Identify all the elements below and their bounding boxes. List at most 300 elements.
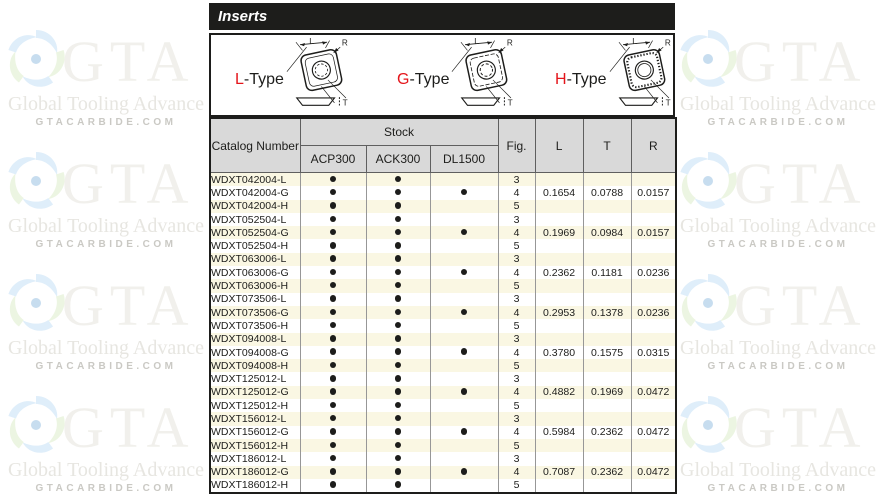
- dim-label-t: T: [508, 98, 514, 108]
- stock-ack300-cell: [366, 372, 430, 385]
- stock-acp300-cell: [300, 359, 366, 372]
- stock-ack300-cell: [366, 173, 430, 187]
- fig-cell: 4: [498, 266, 535, 279]
- catalog-number-cell: WDXT094008-H: [210, 359, 300, 372]
- dim-l-cell: [535, 399, 583, 412]
- dim-label-l: L: [309, 36, 314, 46]
- g-type-suffix: -Type: [409, 71, 450, 88]
- stock-ack300-cell: [366, 186, 430, 199]
- dim-l-cell: [535, 452, 583, 465]
- dim-l-cell: [535, 213, 583, 226]
- stock-dot: [330, 269, 337, 276]
- dim-t-cell: [583, 439, 631, 452]
- watermark-tagline: Global Tooling Advance: [8, 93, 204, 115]
- dim-r-cell: [631, 333, 676, 346]
- watermark-gta-text: GTA: [734, 395, 867, 460]
- table-row: [210, 452, 676, 465]
- watermark-tagline: Global Tooling Advance: [8, 337, 204, 359]
- watermark-gta-text: GTA: [62, 151, 195, 216]
- stock-ack300-cell: [366, 386, 430, 399]
- stock-dot: [330, 428, 337, 435]
- dim-t-cell: [583, 479, 631, 493]
- stock-acp300-cell: [300, 306, 366, 319]
- gta-watermark: [0, 269, 212, 381]
- dim-t-cell: [583, 239, 631, 252]
- dim-t-cell: [583, 412, 631, 425]
- stock-acp300-cell: [300, 279, 366, 292]
- stock-dl1500-cell: [430, 213, 498, 226]
- catalog-number-cell: WDXT156012-H: [210, 439, 300, 452]
- dim-l-cell: [535, 293, 583, 306]
- gta-swirl-logo-icon: [676, 393, 740, 457]
- stock-dl1500-cell: [430, 359, 498, 372]
- fig-cell: 4: [498, 386, 535, 399]
- stock-acp300-cell: [300, 266, 366, 279]
- dim-r-cell: 0.0236: [631, 306, 676, 319]
- stock-dot: [330, 468, 337, 475]
- dim-r-cell: 0.0236: [631, 266, 676, 279]
- fig-cell: 5: [498, 279, 535, 292]
- dim-l-cell: [535, 239, 583, 252]
- dim-r-cell: [631, 253, 676, 266]
- header-dim-r: R: [631, 118, 676, 173]
- dim-t-cell: 0.1969: [583, 386, 631, 399]
- insert-type-diagrams: [209, 33, 675, 117]
- stock-dot: [461, 468, 468, 475]
- stock-dot: [395, 242, 402, 249]
- watermark-gta-text: GTA: [62, 273, 195, 338]
- catalog-number-cell: WDXT125012-L: [210, 372, 300, 385]
- stock-dot: [330, 415, 337, 422]
- catalog-number-cell: WDXT042004-G: [210, 186, 300, 199]
- stock-dot: [395, 415, 402, 422]
- stock-dot: [395, 362, 402, 369]
- stock-acp300-cell: [300, 479, 366, 493]
- l-type-label: [235, 71, 284, 89]
- gta-watermark: [672, 269, 884, 381]
- watermark-tagline: Global Tooling Advance: [680, 215, 876, 237]
- stock-dot: [330, 295, 337, 302]
- stock-ack300-cell: [366, 200, 430, 213]
- stock-acp300-cell: [300, 200, 366, 213]
- stock-acp300-cell: [300, 319, 366, 332]
- fig-cell: 3: [498, 452, 535, 465]
- fig-cell: 3: [498, 333, 535, 346]
- dim-l-cell: 0.2953: [535, 306, 583, 319]
- stock-acp300-cell: [300, 186, 366, 199]
- stock-dot: [330, 455, 337, 462]
- table-row: [210, 346, 676, 359]
- fig-cell: 5: [498, 399, 535, 412]
- stock-ack300-cell: [366, 426, 430, 439]
- watermark-gta-text: GTA: [62, 395, 195, 460]
- stock-dot: [395, 229, 402, 236]
- table-row: [210, 293, 676, 306]
- dim-l-cell: [535, 319, 583, 332]
- gta-swirl-logo-icon: [676, 271, 740, 335]
- stock-dl1500-cell: [430, 200, 498, 213]
- gta-watermark: [0, 25, 212, 137]
- dim-t-cell: 0.1181: [583, 266, 631, 279]
- stock-acp300-cell: [300, 399, 366, 412]
- diagram-l-type: [235, 35, 364, 115]
- dim-r-cell: [631, 293, 676, 306]
- stock-dl1500-cell: [430, 253, 498, 266]
- watermark-gta-text: GTA: [734, 151, 867, 216]
- fig-cell: 5: [498, 359, 535, 372]
- header-dim-l: L: [535, 118, 583, 173]
- stock-dot: [330, 442, 337, 449]
- stock-dl1500-cell: [430, 466, 498, 479]
- dim-l-cell: 0.5984: [535, 426, 583, 439]
- stock-ack300-cell: [366, 439, 430, 452]
- dim-l-cell: 0.3780: [535, 346, 583, 359]
- dim-t-cell: [583, 173, 631, 187]
- page-title: Inserts: [218, 8, 268, 25]
- header-acp300: ACP300: [300, 146, 366, 173]
- gta-swirl-logo-icon: [4, 393, 68, 457]
- fig-cell: 5: [498, 200, 535, 213]
- stock-dot: [395, 335, 402, 342]
- dim-r-cell: [631, 452, 676, 465]
- h-type-label: [555, 71, 607, 89]
- dim-label-l: L: [631, 36, 637, 46]
- catalog-number-cell: WDXT063006-G: [210, 266, 300, 279]
- gta-swirl-logo-icon: [4, 149, 68, 213]
- dim-label-r: R: [664, 38, 671, 48]
- stock-ack300-cell: [366, 359, 430, 372]
- stock-acp300-cell: [300, 239, 366, 252]
- stock-dot: [330, 362, 337, 369]
- stock-acp300-cell: [300, 226, 366, 239]
- stock-acp300-cell: [300, 173, 366, 187]
- stock-dot: [330, 402, 337, 409]
- fig-cell: 5: [498, 439, 535, 452]
- fig-cell: 4: [498, 306, 535, 319]
- dim-r-cell: [631, 399, 676, 412]
- fig-cell: 5: [498, 239, 535, 252]
- table-row: [210, 213, 676, 226]
- table-row: [210, 359, 676, 372]
- dim-t-cell: [583, 319, 631, 332]
- stock-dl1500-cell: [430, 372, 498, 385]
- inserts-table: [209, 117, 677, 494]
- dim-r-cell: [631, 200, 676, 213]
- dim-r-cell: [631, 213, 676, 226]
- stock-dot: [461, 189, 468, 196]
- stock-ack300-cell: [366, 226, 430, 239]
- catalog-number-cell: WDXT125012-H: [210, 399, 300, 412]
- stock-ack300-cell: [366, 293, 430, 306]
- stock-acp300-cell: [300, 293, 366, 306]
- catalog-number-cell: WDXT186012-L: [210, 452, 300, 465]
- stock-dot: [330, 322, 337, 329]
- fig-cell: 3: [498, 253, 535, 266]
- stock-acp300-cell: [300, 253, 366, 266]
- catalog-number-cell: WDXT052504-L: [210, 213, 300, 226]
- dim-t-cell: 0.0788: [583, 186, 631, 199]
- dim-r-cell: [631, 412, 676, 425]
- dim-t-cell: [583, 333, 631, 346]
- table-row: [210, 319, 676, 332]
- stock-ack300-cell: [366, 279, 430, 292]
- fig-cell: 3: [498, 173, 535, 187]
- catalog-number-cell: WDXT042004-H: [210, 200, 300, 213]
- stock-dl1500-cell: [430, 426, 498, 439]
- stock-dl1500-cell: [430, 173, 498, 187]
- catalog-number-cell: WDXT052504-G: [210, 226, 300, 239]
- stock-dl1500-cell: [430, 306, 498, 319]
- table-row: [210, 466, 676, 479]
- fig-cell: 3: [498, 372, 535, 385]
- dim-l-cell: [535, 372, 583, 385]
- stock-dl1500-cell: [430, 479, 498, 493]
- stock-dot: [330, 375, 337, 382]
- dim-l-cell: 0.7087: [535, 466, 583, 479]
- catalog-number-cell: WDXT063006-H: [210, 279, 300, 292]
- stock-dot: [330, 229, 337, 236]
- watermark-gta-text: GTA: [734, 273, 867, 338]
- stock-ack300-cell: [366, 452, 430, 465]
- stock-dot: [395, 282, 402, 289]
- stock-dl1500-cell: [430, 399, 498, 412]
- stock-dot: [395, 428, 402, 435]
- stock-dot: [395, 295, 402, 302]
- stock-acp300-cell: [300, 426, 366, 439]
- stock-dot: [330, 255, 337, 262]
- dim-label-l: L: [474, 36, 480, 46]
- stock-dot: [461, 348, 468, 355]
- diagram-g-type: [397, 35, 529, 115]
- stock-acp300-cell: [300, 333, 366, 346]
- stock-ack300-cell: [366, 399, 430, 412]
- stock-dot: [395, 375, 402, 382]
- gta-swirl-logo-icon: [4, 27, 68, 91]
- stock-dot: [395, 468, 402, 475]
- dim-t-cell: 0.2362: [583, 466, 631, 479]
- stock-dl1500-cell: [430, 412, 498, 425]
- gta-swirl-logo-icon: [676, 149, 740, 213]
- gta-watermark: [0, 391, 212, 503]
- g-type-insert-drawing: [447, 35, 529, 115]
- stock-dl1500-cell: [430, 226, 498, 239]
- fig-cell: 4: [498, 426, 535, 439]
- table-row: [210, 426, 676, 439]
- dim-t-cell: [583, 293, 631, 306]
- stock-ack300-cell: [366, 333, 430, 346]
- catalog-number-cell: WDXT042004-L: [210, 173, 300, 187]
- stock-dl1500-cell: [430, 319, 498, 332]
- stock-dot: [461, 229, 468, 236]
- watermark-url: GTACARBIDE.COM: [707, 117, 849, 128]
- dim-l-cell: [535, 279, 583, 292]
- stock-dl1500-cell: [430, 239, 498, 252]
- stock-ack300-cell: [366, 479, 430, 493]
- stock-dl1500-cell: [430, 333, 498, 346]
- stock-dot: [330, 282, 337, 289]
- header-fig: Fig.: [498, 118, 535, 173]
- stock-dot: [395, 402, 402, 409]
- h-type-insert-drawing: [605, 35, 687, 115]
- fig-cell: 5: [498, 319, 535, 332]
- dim-l-cell: 0.4882: [535, 386, 583, 399]
- stock-dl1500-cell: [430, 186, 498, 199]
- watermark-tagline: Global Tooling Advance: [8, 459, 204, 481]
- watermark-tagline: Global Tooling Advance: [680, 337, 876, 359]
- dim-r-cell: [631, 479, 676, 493]
- dim-label-t: T: [665, 98, 671, 108]
- table-row: [210, 279, 676, 292]
- dim-r-cell: [631, 372, 676, 385]
- stock-dot: [395, 269, 402, 276]
- diagram-h-type: [555, 35, 687, 115]
- stock-ack300-cell: [366, 213, 430, 226]
- dim-t-cell: 0.2362: [583, 426, 631, 439]
- dim-r-cell: [631, 239, 676, 252]
- dim-t-cell: [583, 359, 631, 372]
- stock-acp300-cell: [300, 372, 366, 385]
- stock-dl1500-cell: [430, 346, 498, 359]
- header-ack300: ACK300: [366, 146, 430, 173]
- dim-r-cell: 0.0472: [631, 466, 676, 479]
- table-row: [210, 412, 676, 425]
- table-row: [210, 333, 676, 346]
- l-type-suffix: -Type: [243, 71, 284, 88]
- stock-dot: [330, 335, 337, 342]
- l-type-letter: L: [235, 71, 244, 88]
- dim-t-cell: [583, 253, 631, 266]
- section-title-bar: [209, 3, 675, 30]
- stock-dot: [395, 176, 402, 183]
- dim-r-cell: [631, 439, 676, 452]
- stock-dl1500-cell: [430, 279, 498, 292]
- dim-l-cell: [535, 200, 583, 213]
- stock-dot: [395, 348, 402, 355]
- gta-swirl-logo-icon: [4, 271, 68, 335]
- stock-ack300-cell: [366, 346, 430, 359]
- stock-ack300-cell: [366, 319, 430, 332]
- stock-dot: [395, 481, 402, 488]
- header-stock-group: Stock: [300, 118, 498, 146]
- dim-l-cell: [535, 439, 583, 452]
- h-type-suffix: -Type: [566, 71, 607, 88]
- dim-l-cell: [535, 412, 583, 425]
- dim-t-cell: [583, 399, 631, 412]
- table-row: [210, 479, 676, 493]
- fig-cell: 4: [498, 346, 535, 359]
- dim-t-cell: 0.0984: [583, 226, 631, 239]
- stock-dot: [395, 322, 402, 329]
- l-type-insert-drawing: [282, 35, 364, 115]
- catalog-number-cell: WDXT186012-G: [210, 466, 300, 479]
- table-row: [210, 173, 676, 187]
- stock-acp300-cell: [300, 213, 366, 226]
- catalog-number-cell: WDXT094008-L: [210, 333, 300, 346]
- stock-dot: [395, 442, 402, 449]
- stock-dot: [395, 388, 402, 395]
- catalog-number-cell: WDXT052504-H: [210, 239, 300, 252]
- stock-dl1500-cell: [430, 439, 498, 452]
- table-row: [210, 399, 676, 412]
- stock-ack300-cell: [366, 239, 430, 252]
- gta-watermark: [672, 147, 884, 259]
- dim-r-cell: [631, 173, 676, 187]
- stock-dl1500-cell: [430, 386, 498, 399]
- stock-acp300-cell: [300, 346, 366, 359]
- dim-l-cell: [535, 479, 583, 493]
- dim-label-t: T: [342, 98, 348, 108]
- dim-r-cell: [631, 319, 676, 332]
- dim-r-cell: 0.0157: [631, 226, 676, 239]
- dim-label-r: R: [341, 38, 348, 48]
- dim-r-cell: [631, 279, 676, 292]
- table-body: [210, 173, 676, 494]
- dim-t-cell: 0.1378: [583, 306, 631, 319]
- fig-cell: 4: [498, 186, 535, 199]
- stock-dot: [330, 176, 337, 183]
- dim-r-cell: 0.0315: [631, 346, 676, 359]
- table-row: [210, 386, 676, 399]
- watermark-gta-text: GTA: [734, 29, 867, 94]
- table-row: [210, 266, 676, 279]
- watermark-tagline: Global Tooling Advance: [680, 459, 876, 481]
- watermark-url: GTACARBIDE.COM: [707, 361, 849, 372]
- dim-t-cell: 0.1575: [583, 346, 631, 359]
- stock-dot: [461, 269, 468, 276]
- stock-dl1500-cell: [430, 266, 498, 279]
- fig-cell: 3: [498, 293, 535, 306]
- header-catalog-number: Catalog Number: [210, 118, 300, 173]
- table-row: [210, 186, 676, 199]
- dim-r-cell: 0.0472: [631, 426, 676, 439]
- dim-l-cell: [535, 333, 583, 346]
- g-type-label: [397, 71, 449, 89]
- catalog-number-cell: WDXT094008-G: [210, 346, 300, 359]
- table-row: [210, 372, 676, 385]
- table-row: [210, 226, 676, 239]
- stock-dot: [330, 481, 337, 488]
- dim-label-r: R: [507, 38, 514, 48]
- catalog-number-cell: WDXT063006-L: [210, 253, 300, 266]
- catalog-number-cell: WDXT156012-G: [210, 426, 300, 439]
- catalog-number-cell: WDXT125012-G: [210, 386, 300, 399]
- stock-dot: [330, 242, 337, 249]
- watermark-url: GTACARBIDE.COM: [35, 361, 177, 372]
- stock-acp300-cell: [300, 439, 366, 452]
- watermark-tagline: Global Tooling Advance: [680, 93, 876, 115]
- dim-l-cell: 0.1654: [535, 186, 583, 199]
- dim-t-cell: [583, 200, 631, 213]
- stock-acp300-cell: [300, 466, 366, 479]
- dim-r-cell: 0.0472: [631, 386, 676, 399]
- stock-dot: [395, 216, 402, 223]
- header-dl1500: DL1500: [430, 146, 498, 173]
- table-row: [210, 239, 676, 252]
- h-type-letter: H: [555, 71, 567, 88]
- watermark-url: GTACARBIDE.COM: [707, 483, 849, 494]
- dim-l-cell: 0.2362: [535, 266, 583, 279]
- dim-r-cell: 0.0157: [631, 186, 676, 199]
- catalog-number-cell: WDXT073506-G: [210, 306, 300, 319]
- stock-dot: [395, 202, 402, 209]
- catalog-number-cell: WDXT073506-H: [210, 319, 300, 332]
- dim-t-cell: [583, 279, 631, 292]
- stock-acp300-cell: [300, 452, 366, 465]
- watermark-tagline: Global Tooling Advance: [8, 215, 204, 237]
- watermark-gta-text: GTA: [62, 29, 195, 94]
- gta-watermark: [672, 391, 884, 503]
- watermark-url: GTACARBIDE.COM: [35, 239, 177, 250]
